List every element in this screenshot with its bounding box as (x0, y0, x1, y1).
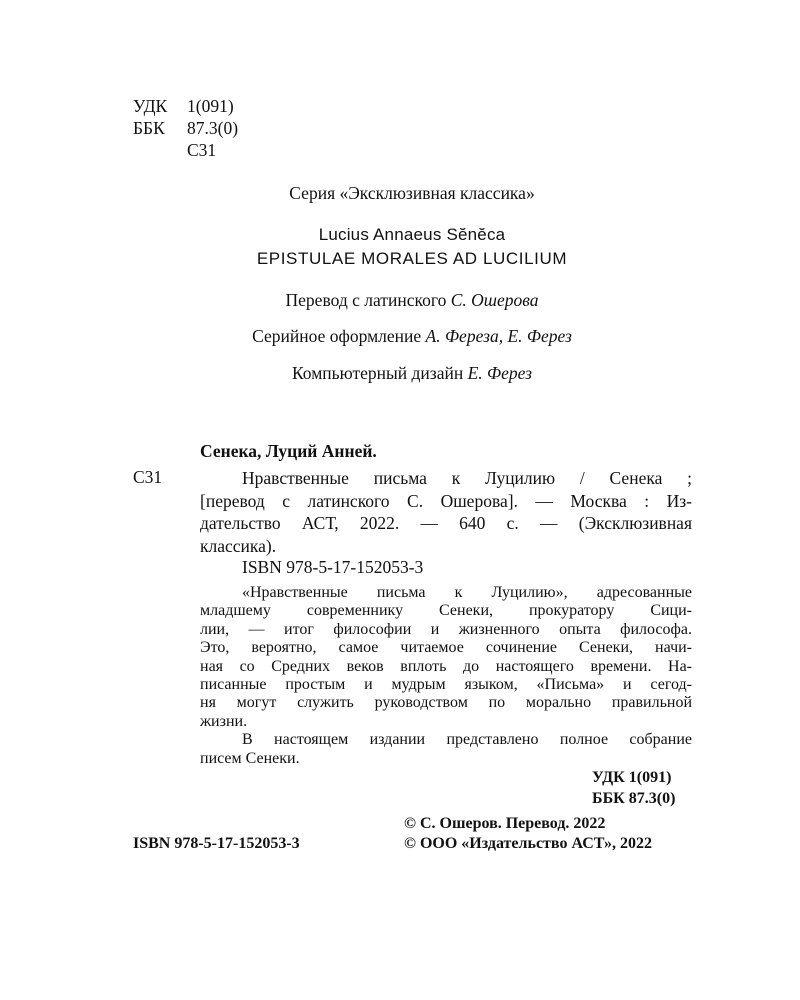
annotation-line: младшему современнику Сенеки, прокуратору Сици- (200, 602, 692, 620)
original-title: EPISTULAE MORALES AD LUCILIUM (256, 249, 568, 268)
annotation-line: «Нравственные письма к Луцилию», адресованные (242, 584, 692, 601)
series-title: Серия «Эксклюзивная классика» (289, 183, 535, 203)
series-design-label: Серийное оформление (252, 326, 422, 346)
annotation-line: ня могут служить руководством по морально правильной (200, 694, 692, 712)
annotation-line: лии, — итог философии и жизненного опыта философа. (200, 620, 692, 638)
description-line: классика). (200, 535, 277, 556)
catalog-description (200, 467, 692, 557)
annotation-line: ная со Средних веков вплоть до настоящего времени. На- (200, 657, 692, 675)
computer-designer: Е. Ферез (467, 363, 532, 383)
annotation-udk: УДК 1(091) (592, 769, 672, 786)
udk-value: 1(091) (187, 96, 234, 116)
original-author: Lucius Annaeus Sĕnĕca (318, 225, 506, 244)
copyright-translation: © С. Ошеров. Перевод. 2022 (404, 815, 606, 832)
annotation-line: писанные простым и мудрым языком, «Письма» и сегод- (200, 676, 692, 694)
udk-label: УДК (133, 96, 168, 116)
bbk-value: 87.3(0) (187, 118, 239, 138)
annotation-paragraph-1 (200, 584, 692, 768)
description-line: [перевод с латинского С. Ошерова]. — Москва : Из- (200, 490, 692, 511)
copyright-publisher: © ООО «Издательство АСТ», 2022 (404, 835, 653, 852)
description-line: Нравственные письма к Луцилию / Сенека ; (242, 468, 692, 488)
catalog-mark: С31 (133, 467, 163, 487)
catalog-isbn: ISBN 978-5-17-152053-3 (242, 557, 424, 577)
description-line: дательство АСТ, 2022. — 640 с. — (Эксклюзивная (200, 513, 692, 533)
annotation-bbk: ББК 87.3(0) (592, 790, 676, 807)
annotation-line: жизни. (200, 712, 248, 730)
translation-label: Перевод с латинского (285, 290, 447, 310)
series-design-credit (12, 326, 800, 347)
catalog-heading: Сенека, Луций Анней. (200, 441, 377, 461)
annotation-line: В настоящем издании представлено полное собрание (242, 731, 692, 749)
annotation-line: писем Сенеки. (200, 749, 300, 767)
translation-credit (12, 290, 800, 311)
computer-design-label: Компьютерный дизайн (292, 363, 464, 383)
bbk-label: ББК (133, 118, 165, 138)
translator-name: С. Ошерова (450, 290, 539, 310)
author-mark: С31 (187, 140, 217, 160)
annotation-line: Это, вероятно, самое читаемое сочинение Сенеки, начи- (200, 639, 692, 657)
computer-design-credit (12, 363, 800, 384)
footer-isbn: ISBN 978-5-17-152053-3 (133, 835, 300, 852)
series-designers: А. Фереза, Е. Ферез (425, 326, 572, 346)
